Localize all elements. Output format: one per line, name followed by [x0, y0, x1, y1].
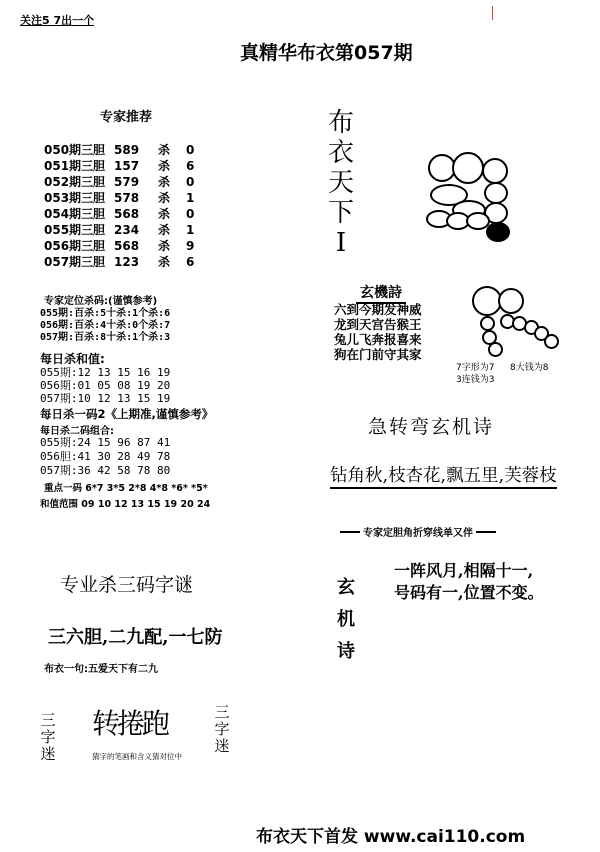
- coin-picture-2: [460, 286, 560, 356]
- puzzle-left-text: 三字迷: [40, 711, 56, 763]
- recommend-cell-period: 054期三胆: [44, 207, 106, 221]
- recommend-row: [44, 190, 200, 206]
- recommend-cell-period: 052期三胆: [44, 175, 106, 189]
- poem-line: 六到今期发神威: [334, 302, 422, 317]
- kill-row: 057期:百杀:8十杀:1个杀:3: [40, 332, 171, 343]
- puzzle-right-text: 三字迷: [214, 703, 230, 755]
- riddle-note: 布衣一句:五爱天下有二九: [44, 664, 158, 675]
- buyi-char-3: 天: [327, 168, 354, 198]
- two-code-row: 057期:36 42 58 78 80: [40, 464, 171, 477]
- coin-picture-1: [402, 138, 532, 248]
- buyi-vertical: [326, 108, 356, 258]
- mystery-poem-title: 玄機詩: [356, 282, 406, 304]
- follow-note: 关注5 7出一个: [20, 14, 95, 27]
- riddle-title: 专业杀三码字谜: [60, 574, 194, 596]
- recommend-cell-period: 053期三胆: [44, 191, 106, 205]
- expert-file-rule: [340, 524, 550, 539]
- sum-title: 每日杀和值:: [40, 352, 105, 366]
- puzzle-glyph: 转捲跑: [92, 707, 168, 740]
- puzzle-right-vertical: [214, 704, 230, 755]
- two-table: [40, 436, 170, 478]
- poem-note-bottom: 3连钱为3: [456, 375, 495, 385]
- recommend-cell-k: 0: [186, 207, 195, 221]
- coin-icon: [544, 334, 559, 349]
- buyi-char-4: 下: [327, 198, 354, 228]
- recommend-cell-k: 0: [186, 175, 195, 189]
- recommend-cell-num: 578: [114, 191, 140, 205]
- kill-table: [40, 308, 170, 344]
- recommend-cell-kill: 杀: [158, 255, 171, 269]
- page-title: 真精华布衣第057期: [240, 42, 413, 64]
- recommend-cell-period: 057期三胆: [44, 255, 106, 269]
- two-title: 每日杀二码组合:: [40, 426, 114, 437]
- rule-line: [476, 531, 496, 533]
- recommend-cell-k: 9: [186, 239, 195, 253]
- recommend-cell-kill: 杀: [158, 239, 171, 253]
- riddle-answer: 三六胆,二九配,一七防: [48, 627, 223, 648]
- recommend-row: [44, 158, 200, 174]
- recommend-row: [44, 174, 200, 190]
- recommend-row: [44, 238, 200, 254]
- coin-icon: [452, 152, 484, 184]
- poem-line: 狗在门前守其家: [334, 347, 422, 362]
- buyi-char-5: I: [335, 228, 347, 258]
- coin-icon: [482, 158, 508, 184]
- recommend-cell-num: 579: [114, 175, 140, 189]
- recommend-cell-kill: 杀: [158, 143, 171, 157]
- expert-file-line: 号码有一,位置不变。: [394, 583, 544, 602]
- two-code-row: 056胆:41 30 28 49 78: [40, 450, 171, 463]
- expert-file-lines: [394, 560, 544, 604]
- sum-table: [40, 366, 170, 405]
- vertical-char: 诗: [337, 641, 355, 662]
- recommend-cell-k: 1: [186, 223, 195, 237]
- recommend-cell-num: 589: [114, 143, 140, 157]
- rule-line: [340, 531, 360, 533]
- recommend-cell-kill: 杀: [158, 207, 171, 221]
- recommend-cell-k: 6: [186, 255, 195, 269]
- recommend-cell-k: 0: [186, 143, 195, 157]
- sum-row: 057期:10 12 13 15 19: [40, 392, 171, 405]
- sum-range: 和值范围 09 10 12 13 15 19 20 24: [40, 499, 211, 510]
- recommend-cell-kill: 杀: [158, 159, 171, 173]
- recommend-cell-k: 1: [186, 191, 195, 205]
- recommend-cell-kill: 杀: [158, 223, 171, 237]
- expert-file-line: 一阵风月,相隔十一,: [394, 561, 534, 580]
- recommend-row: [44, 142, 200, 158]
- poem-note-right: 8大钱为8: [510, 363, 549, 373]
- puzzle-hint: 猜字的笔画和含义猜对位中: [92, 752, 182, 761]
- recommend-table: [44, 142, 200, 270]
- recommend-cell-kill: 杀: [158, 191, 171, 205]
- recommend-cell-period: 055期三胆: [44, 223, 106, 237]
- buyi-char-2: 衣: [327, 138, 354, 168]
- recommend-cell-num: 157: [114, 159, 140, 173]
- footer-site: 布衣天下首发 www.cai110.com: [256, 827, 526, 847]
- turn-poem-title: 急转弯玄机诗: [368, 416, 495, 438]
- recommend-cell-num: 123: [114, 255, 140, 269]
- sum-row: 056期:01 05 08 19 20: [40, 379, 171, 392]
- mystery-poem-lines: [334, 302, 422, 362]
- poem-line: 龙到天宫告猴王: [334, 317, 422, 332]
- recommend-cell-num: 568: [114, 239, 140, 253]
- puzzle-left-vertical: [40, 712, 56, 763]
- coin-icon: [484, 182, 508, 204]
- kill-row: 056期:百杀:4十杀:0个杀:7: [40, 320, 171, 331]
- big-coin-icon: [498, 288, 524, 314]
- recommend-row: [44, 222, 200, 238]
- recommend-cell-kill: 杀: [158, 175, 171, 189]
- turn-poem-line: 钻角秋,枝杏花,飘五里,芙蓉枝: [330, 462, 557, 489]
- expert-kill-title: 专家定位杀码:(谨慎参考): [44, 296, 158, 307]
- recommend-cell-period: 051期三胆: [44, 159, 106, 173]
- recommend-cell-k: 6: [186, 159, 195, 173]
- kill-row: 055期:百杀:5十杀:1个杀:6: [40, 308, 171, 319]
- focus-code: 重点一码 6*7 3*5 2*8 4*8 *6* *5*: [44, 483, 208, 494]
- recommend-cell-num: 234: [114, 223, 140, 237]
- vertical-char: 机: [337, 609, 355, 630]
- coin-icon: [486, 222, 510, 242]
- expert-recommend-title: 专家推荐: [100, 110, 153, 125]
- two-code-row: 055期:24 15 96 87 41: [40, 436, 171, 449]
- recommend-cell-period: 050期三胆: [44, 143, 106, 157]
- recommend-row: [44, 254, 200, 270]
- expert-file-vertical: [334, 572, 358, 668]
- corner-mark: [492, 6, 494, 20]
- recommend-row: [44, 206, 200, 222]
- poem-line: 兔儿飞奔报喜来: [334, 332, 422, 347]
- recommend-cell-period: 056期三胆: [44, 239, 106, 253]
- coin-icon: [480, 316, 495, 331]
- expert-file-title: 专家定胆角折穿线单又伴: [363, 528, 473, 539]
- poem-note-left: 7字形为7: [456, 363, 495, 373]
- recommend-cell-num: 568: [114, 207, 140, 221]
- one-code: 每日杀一码2《上期准,谨慎参考》: [40, 407, 214, 421]
- buyi-char-1: 布: [327, 108, 354, 138]
- vertical-char: 玄: [337, 577, 355, 598]
- sum-row: 055期:12 13 15 16 19: [40, 366, 171, 379]
- coin-icon: [488, 342, 503, 357]
